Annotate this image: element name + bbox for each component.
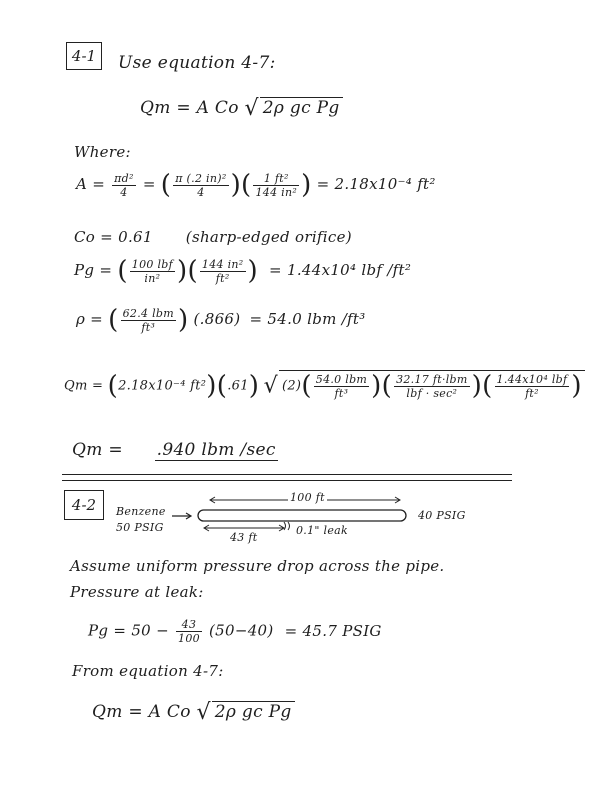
pg-fraction-2: $\frac{\text{144 in²}}{\text{ft²}}$ bbox=[201, 257, 244, 285]
qm-fraction-1: $\frac{\text{54.0 lbm}}{\text{ft³}}$ bbox=[315, 372, 368, 400]
pipe-length-label: 100 ft bbox=[290, 491, 325, 504]
leak-distance-label: 43 ft bbox=[230, 531, 258, 544]
leak-pressure-equation: Pg = 50 − $\frac{43}{100}$ (50−40) = 45.7 PSIG bbox=[88, 618, 382, 645]
section-separator-bottom bbox=[62, 480, 512, 481]
from-equation-text: From equation 4-7: bbox=[72, 662, 224, 680]
section-separator-top bbox=[62, 474, 512, 475]
sqrt-symbol: √ bbox=[196, 700, 211, 725]
gauge-pressure-equation: Pg = ( $\frac{\text{100 lbf}}{\text{in²}}$ )( $\frac{\text{144 in²}}{\text{ft²}}$ ) = 1.44x10⁴ lbf /ft² bbox=[74, 256, 412, 286]
inlet-pressure: 50 PSIG bbox=[116, 521, 164, 534]
density-equation: ρ = ( $\frac{\text{62.4 lbm}}{\text{ft³}}$ ) (.866) = 54.0 lbm /ft³ bbox=[76, 305, 366, 335]
area-fraction-1: $\frac{\text{πd²}}{4}$ bbox=[114, 171, 134, 199]
problem-4-1-label: 4-1 bbox=[66, 42, 102, 70]
qm-fraction-3: $\frac{\text{1.44x10⁴ lbf}}{\text{ft²}}$ bbox=[496, 372, 568, 400]
sqrt-symbol: √ bbox=[263, 373, 278, 399]
qm-fraction-2: $\frac{\text{32.17 ft·lbm}}{\text{lbf · sec²}}$ bbox=[396, 372, 468, 400]
assumption-text: Assume uniform pressure drop across the pipe. bbox=[70, 557, 445, 575]
pipe-shape bbox=[198, 510, 406, 521]
sqrt-symbol: √ bbox=[244, 96, 259, 121]
mass-flow-substitution: Qm = (2.18x10⁻⁴ ft²)(.61) √ (2)( $\frac{\text{54.0 lbm}}{\text{ft³}}$ )( $\frac{\text{32.17 ft·lbm}}{\text{lbf · sec²}}$ )( $\frac{\text{1.44x10⁴ lbf}}{\text{ft²}}$ ) bbox=[64, 370, 585, 401]
fluid-name: Benzene bbox=[116, 505, 166, 518]
area-fraction-2: $\frac{\text{π (.2 in)²}}{4}$ bbox=[175, 171, 227, 199]
equation-4-7-repeat: Qm = A Co √ 2ρ gc Pg bbox=[92, 700, 295, 725]
discharge-coefficient: Co = 0.61 (sharp-edged orifice) bbox=[74, 228, 352, 246]
leak-fraction: $\frac{43}{100}$ bbox=[178, 618, 200, 645]
where-label: Where: bbox=[74, 143, 131, 161]
outlet-pressure: 40 PSIG bbox=[418, 509, 466, 522]
area-equation: A = $\frac{\text{πd²}}{4}$ = ( $\frac{\text{π (.2 in)²}}{4}$ )( $\frac{\text{1 ft²}}{\text{144 in²}}$ ) = 2.18x10⁻⁴ ft² bbox=[76, 170, 436, 200]
pg-fraction-1: $\frac{\text{100 lbf}}{\text{in²}}$ bbox=[131, 257, 173, 285]
area-fraction-3: $\frac{\text{1 ft²}}{\text{144 in²}}$ bbox=[255, 171, 298, 199]
leak-size-label: 0.1" leak bbox=[296, 524, 349, 537]
problem-4-1-intro: Use equation 4-7: bbox=[118, 53, 276, 73]
problem-4-2-label: 4-2 bbox=[64, 490, 104, 520]
leak-pressure-text: Pressure at leak: bbox=[70, 583, 204, 601]
final-answer-4-1: Qm = .940 lbm /sec bbox=[72, 440, 276, 460]
rho-fraction-1: $\frac{\text{62.4 lbm}}{\text{ft³}}$ bbox=[122, 306, 174, 334]
equation-4-7: Qm = A Co √ 2ρ gc Pg bbox=[140, 96, 343, 121]
